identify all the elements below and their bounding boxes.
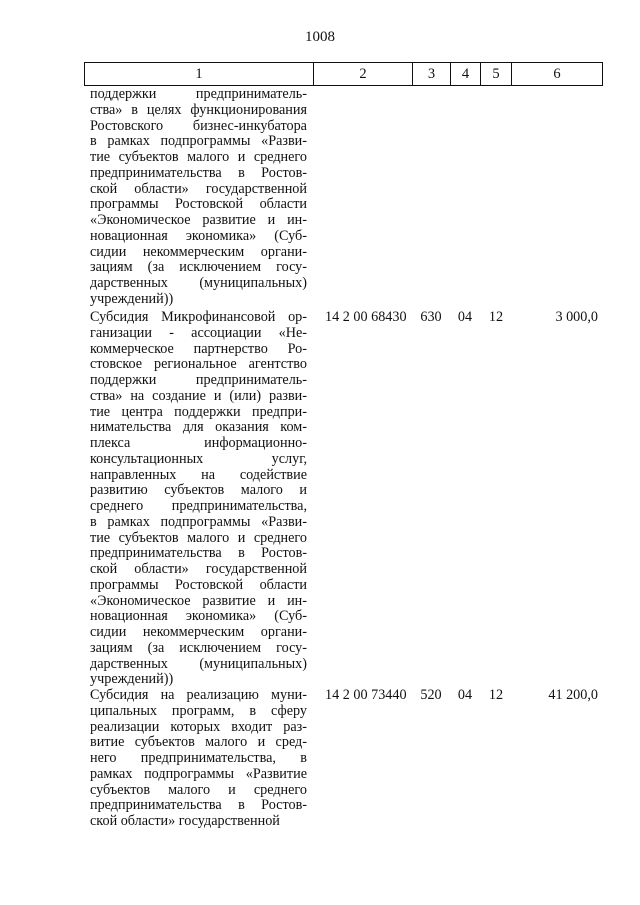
description-line: ципальных программ, в сферу bbox=[90, 702, 307, 719]
section-code: 04 bbox=[457, 687, 473, 703]
description-line: тие центра поддержки предпри- bbox=[90, 403, 307, 420]
row-description bbox=[90, 87, 307, 308]
description-line: программы Ростовской области bbox=[90, 576, 307, 593]
description-line: консультационных услуг, bbox=[90, 450, 307, 467]
row-description bbox=[90, 688, 307, 830]
description-line: ской области» государственной bbox=[90, 180, 307, 197]
subsection-code: 12 bbox=[488, 309, 504, 325]
description-line: плекса информационно- bbox=[90, 435, 307, 451]
description-line: тие субъектов малого и среднего bbox=[90, 149, 307, 165]
description-line: сидии некоммерческим органи- bbox=[90, 624, 307, 640]
description-line: нимательства для оказания ком- bbox=[90, 419, 307, 436]
column-header-3: 3 bbox=[413, 63, 451, 86]
row-description bbox=[90, 310, 307, 688]
description-line: рамках подпрограммы «Развитие bbox=[90, 765, 307, 782]
description-line: поддержки предприниматель- bbox=[90, 86, 307, 102]
description-line: учреждений)) bbox=[90, 290, 174, 307]
description-line: зациям (за исключением госу- bbox=[90, 639, 307, 656]
description-line: в рамках подпрограммы «Разви- bbox=[90, 513, 307, 530]
description-line: предпринимательства в Ростов- bbox=[90, 545, 307, 562]
description-line: реализации которых входит раз- bbox=[90, 718, 307, 735]
description-line: субъектов малого и среднего bbox=[90, 781, 307, 798]
description-line: сидии некоммерческим органи- bbox=[90, 243, 307, 260]
description-line: коммерческое партнерство Ро- bbox=[90, 340, 307, 357]
column-header-1: 1 bbox=[85, 63, 314, 86]
expense-type-code: 630 bbox=[420, 309, 442, 325]
amount-value: 41 200,0 bbox=[548, 687, 598, 703]
section-code: 04 bbox=[457, 309, 473, 325]
description-line: учреждений)) bbox=[90, 671, 174, 688]
description-line: среднего предпринимательства, bbox=[90, 498, 307, 514]
description-line: него предпринимательства, в bbox=[90, 750, 307, 766]
column-header-2: 2 bbox=[314, 63, 413, 86]
description-line: тие субъектов малого и среднего bbox=[90, 529, 307, 546]
amount-value: 3 000,0 bbox=[555, 309, 598, 325]
description-line: предпринимательства в Ростов- bbox=[90, 797, 307, 814]
description-line: ства» в целях функционирования bbox=[90, 101, 307, 118]
description-line: Субсидия Микрофинансовой ор- bbox=[90, 309, 307, 325]
column-header-6: 6 bbox=[512, 63, 603, 86]
description-line: направленных на содействие bbox=[90, 466, 307, 483]
page-number: 1008 bbox=[305, 29, 335, 45]
description-line: новационная экономика» (Суб- bbox=[90, 227, 307, 244]
target-article-code: 14 2 00 73440 bbox=[325, 687, 407, 703]
column-header-table bbox=[84, 62, 603, 86]
description-line: зациям (за исключением госу- bbox=[90, 259, 307, 276]
description-line: витие субъектов малого и сред- bbox=[90, 734, 307, 751]
description-line: «Экономическое развитие и ин- bbox=[90, 592, 307, 609]
subsection-code: 12 bbox=[488, 687, 504, 703]
description-line: дарственных (муниципальных) bbox=[90, 655, 307, 672]
column-header-5: 5 bbox=[481, 63, 512, 86]
description-line: стовское региональное агентство bbox=[90, 356, 307, 373]
description-line: дарственных (муниципальных) bbox=[90, 275, 307, 291]
description-line: Ростовского бизнес-инкубатора bbox=[90, 117, 307, 134]
expense-type-code: 520 bbox=[420, 687, 442, 703]
description-line: ской области» государственной bbox=[90, 813, 280, 829]
description-line: в рамках подпрограммы «Разви- bbox=[90, 133, 307, 150]
description-line: ганизации - ассоциации «Не- bbox=[90, 324, 307, 341]
description-line: «Экономическое развитие и ин- bbox=[90, 212, 307, 228]
description-line: развитию субъектов малого и bbox=[90, 482, 307, 499]
description-line: поддержки предприниматель- bbox=[90, 372, 307, 388]
description-line: новационная экономика» (Суб- bbox=[90, 608, 307, 625]
description-line: программы Ростовской области bbox=[90, 196, 307, 213]
target-article-code: 14 2 00 68430 bbox=[325, 309, 407, 325]
description-line: ской области» государственной bbox=[90, 561, 307, 577]
description-line: ства» на создание и (или) разви- bbox=[90, 387, 307, 404]
description-line: Субсидия на реализацию муни- bbox=[90, 687, 307, 703]
description-line: предпринимательства в Ростов- bbox=[90, 164, 307, 181]
column-header-4: 4 bbox=[451, 63, 481, 86]
column-header-row bbox=[85, 63, 603, 86]
